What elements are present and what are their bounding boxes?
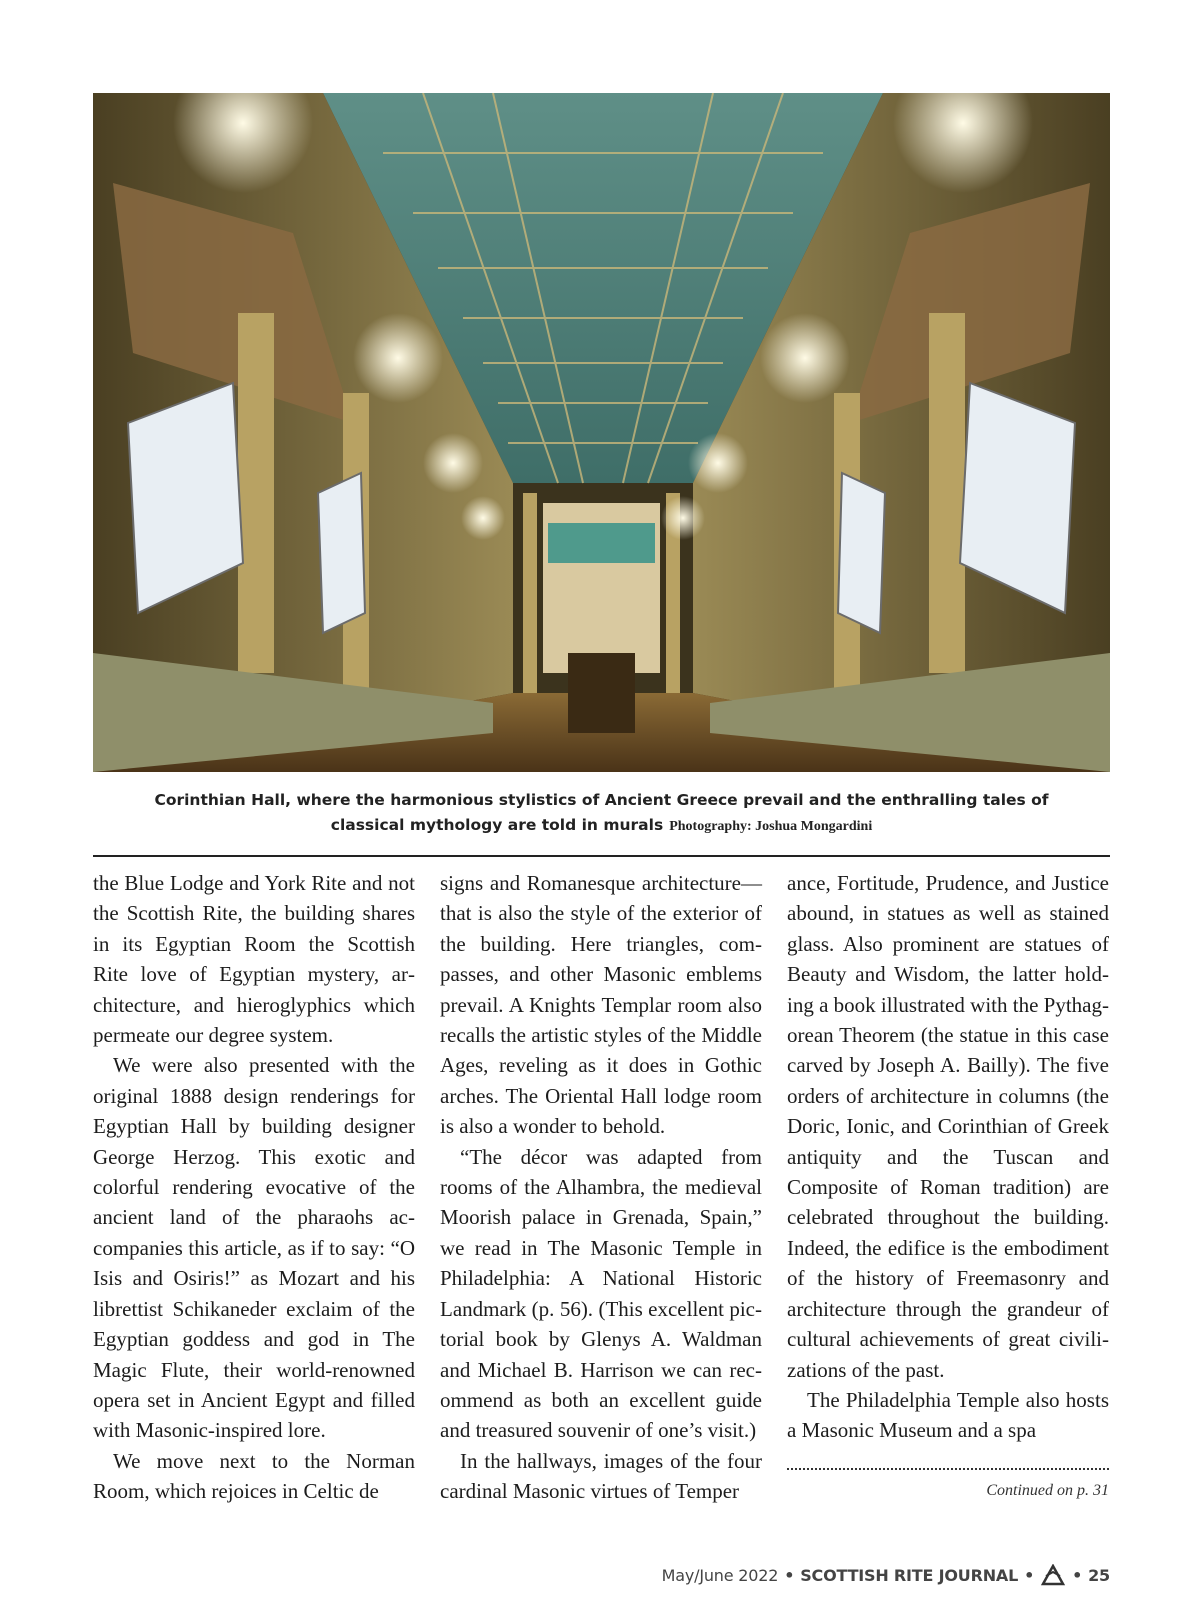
bullet: • xyxy=(1072,1565,1083,1585)
paragraph: In the hallways, images of the four cardinal Masonic virtues of Temper xyxy=(440,1448,762,1504)
bullet: • xyxy=(784,1565,795,1585)
page-footer xyxy=(662,1562,1110,1588)
text-column-3 xyxy=(787,868,1109,1446)
double-eagle-emblem-icon xyxy=(1040,1564,1066,1586)
journal-name: SCOTTISH RITE JOURNAL xyxy=(800,1565,1019,1585)
paragraph: We were also presented with the original 1888 design renderings for Egyptian Hall by building designer George Herzog. This exotic and colorful rendering evocative of the ancient land of the pharaohs accompanies this article, as if to say: “O Isis and Osiris!” as Mozart and his librettist Schikaneder exclaim of the Egyptian goddess and god in The Magic Flute, their world-renowned opera set in Ancient Egypt and filled with Masonic-inspired lore. xyxy=(93,1053,415,1443)
caption-divider xyxy=(93,855,1110,857)
paragraph: the Blue Lodge and York Rite and not the Scottish Rite, the building shares in its Egyptian Room the Scottish Rite love of Egyptian mystery, architecture, and hieroglyphics which permeate our degree system. xyxy=(93,871,415,1048)
paragraph: signs and Romanesque architecture—that is also the style of the exterior of the building. Here triangles, compasses, and other Masonic emblems prevail. A Knights Templar room also recalls the artistic styles of the Middle Ages, reveling as it does in Gothic arches. The Oriental Hall lodge room is also a wonder to behold. xyxy=(440,871,762,1139)
corinthian-hall-photo xyxy=(93,93,1110,772)
paragraph: “The décor was adapted from rooms of the Alhambra, the medieval Moorish palace in Grenada, Spain,” we read in The Masonic Temple in Philadelphia: A National Historic Landmark (p. 56). (This excellent pictorial book by Glenys A. Waldman and Michael B. Harrison we can recommend as both an excellent guide and treasured souvenir of one’s visit.) xyxy=(440,1144,762,1443)
page-number: 25 xyxy=(1088,1565,1110,1585)
paragraph: We move next to the Norman Room, which rejoices in Celtic de xyxy=(93,1448,415,1504)
text-column-1 xyxy=(93,868,415,1507)
continued-divider xyxy=(787,1468,1109,1470)
issue-date: May/June 2022 xyxy=(661,1565,779,1585)
paragraph: ance, Fortitude, Prudence, and Justice abound, in statues as well as stained glass. Also prominent are statues of Beauty and Wisdom, the latter holding a book illustrated with the Pythagorean Theorem (the statue in this case carved by Joseph A. Bailly). The five orders of architecture in columns (the Doric, Ionic, and Corinthian of Greek antiquity and the Tuscan and Composite of Roman tradition) are celebrated throughout the building. Indeed, the edifice is the embodiment of the history of Freemasonry and architecture through the grandeur of cultural achievements of great civilizations of the past. xyxy=(787,871,1109,1382)
continued-note: Continued on p. 31 xyxy=(986,1482,1109,1499)
photo-credit: Photography: Joshua Mongardini xyxy=(669,819,873,834)
text-column-2 xyxy=(440,868,762,1507)
caption-line-1: Corinthian Hall, where the harmonious stylistics of Ancient Greece prevail and the enthralling tales of xyxy=(154,791,1049,809)
caption-line-2: classical mythology are told in murals xyxy=(330,816,664,834)
photo-caption xyxy=(93,788,1110,839)
paragraph: The Philadelphia Temple also hosts a Masonic Museum and a spa xyxy=(787,1387,1109,1443)
bullet: • xyxy=(1024,1565,1035,1585)
hall-illustration xyxy=(93,93,1110,772)
